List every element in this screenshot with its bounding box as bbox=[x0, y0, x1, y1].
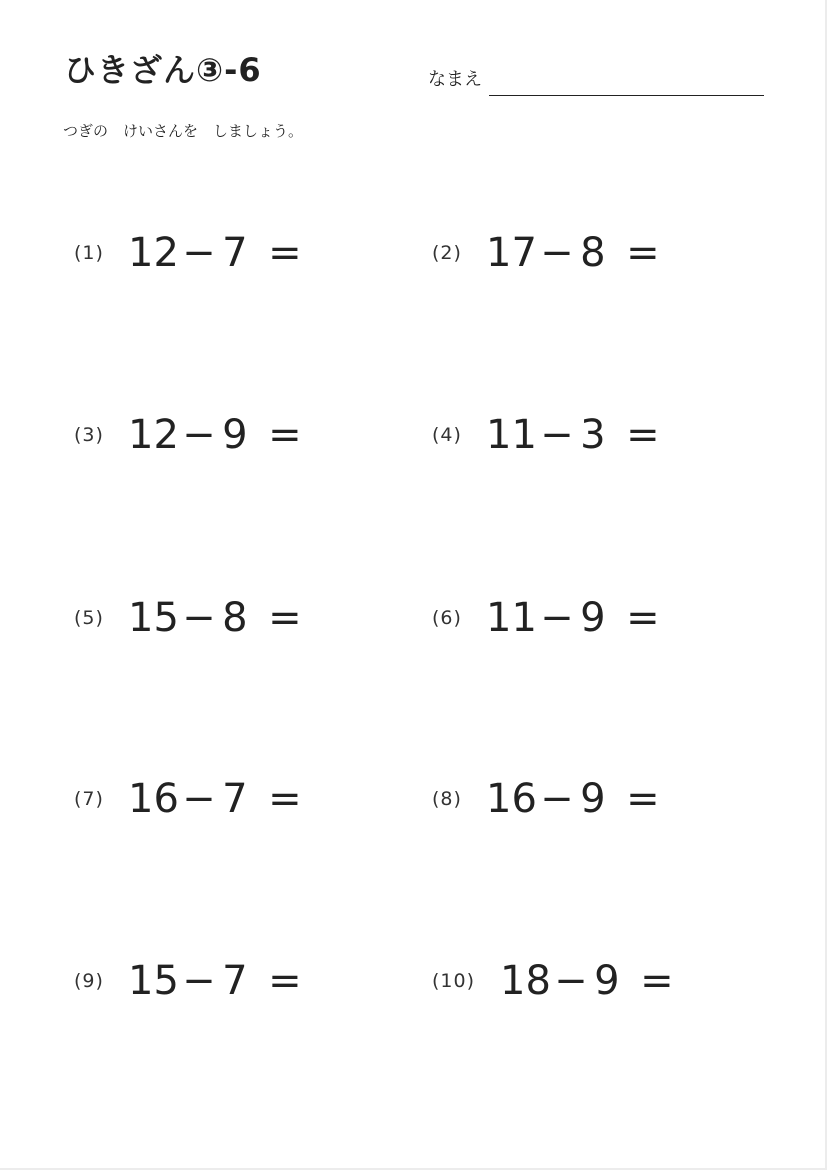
subtrahend: 9 bbox=[594, 958, 620, 1004]
subtrahend: 9 bbox=[580, 595, 606, 641]
equals-sign: = bbox=[268, 595, 302, 641]
minus-sign: − bbox=[182, 230, 216, 276]
problem-8 bbox=[432, 769, 663, 829]
minuend: 16 bbox=[128, 776, 179, 822]
problem-number: (1) bbox=[74, 242, 104, 264]
minus-sign: − bbox=[182, 595, 216, 641]
subtrahend: 9 bbox=[222, 412, 248, 458]
problem-expression bbox=[500, 958, 677, 1004]
problem-4 bbox=[432, 405, 663, 465]
problem-10 bbox=[432, 951, 677, 1011]
problem-number: (10) bbox=[432, 970, 476, 992]
minuend: 15 bbox=[128, 595, 179, 641]
problem-number: (5) bbox=[74, 607, 104, 629]
name-entry-line[interactable] bbox=[489, 95, 764, 96]
minuend: 12 bbox=[128, 412, 179, 458]
problem-expression bbox=[128, 958, 305, 1004]
instruction-text: つぎの けいさんを しましょう。 bbox=[63, 122, 304, 140]
problem-7 bbox=[74, 769, 305, 829]
problem-number: (6) bbox=[432, 607, 462, 629]
subtrahend: 3 bbox=[580, 412, 606, 458]
problem-expression bbox=[486, 595, 663, 641]
equals-sign: = bbox=[626, 412, 660, 458]
problem-number: (9) bbox=[74, 970, 104, 992]
problem-number: (4) bbox=[432, 424, 462, 446]
worksheet-title: ひきざん③-6 bbox=[64, 51, 262, 89]
problem-number: (3) bbox=[74, 424, 104, 446]
problem-expression bbox=[128, 595, 305, 641]
subtrahend: 7 bbox=[222, 958, 248, 1004]
minus-sign: − bbox=[540, 595, 574, 641]
subtrahend: 8 bbox=[222, 595, 248, 641]
minus-sign: − bbox=[554, 958, 588, 1004]
minuend: 11 bbox=[486, 412, 537, 458]
problem-5 bbox=[74, 588, 305, 648]
name-area bbox=[428, 66, 768, 98]
subtrahend: 7 bbox=[222, 776, 248, 822]
problem-3 bbox=[74, 405, 305, 465]
equals-sign: = bbox=[268, 230, 302, 276]
problem-9 bbox=[74, 951, 305, 1011]
subtrahend: 8 bbox=[580, 230, 606, 276]
equals-sign: = bbox=[268, 412, 302, 458]
problem-number: (7) bbox=[74, 788, 104, 810]
minuend: 18 bbox=[500, 958, 551, 1004]
equals-sign: = bbox=[626, 776, 660, 822]
minus-sign: − bbox=[540, 230, 574, 276]
minuend: 16 bbox=[486, 776, 537, 822]
problem-expression bbox=[486, 230, 663, 276]
subtrahend: 7 bbox=[222, 230, 248, 276]
minuend: 11 bbox=[486, 595, 537, 641]
problem-1 bbox=[74, 223, 305, 283]
problem-6 bbox=[432, 588, 663, 648]
problem-expression bbox=[128, 776, 305, 822]
minus-sign: − bbox=[182, 958, 216, 1004]
problem-number: (2) bbox=[432, 242, 462, 264]
equals-sign: = bbox=[268, 958, 302, 1004]
equals-sign: = bbox=[626, 595, 660, 641]
name-label: なまえ bbox=[428, 69, 482, 90]
minuend: 15 bbox=[128, 958, 179, 1004]
problem-expression bbox=[128, 230, 305, 276]
minus-sign: − bbox=[182, 776, 216, 822]
problem-expression bbox=[486, 776, 663, 822]
equals-sign: = bbox=[268, 776, 302, 822]
problem-2 bbox=[432, 223, 663, 283]
equals-sign: = bbox=[626, 230, 660, 276]
subtrahend: 9 bbox=[580, 776, 606, 822]
minus-sign: − bbox=[540, 412, 574, 458]
minuend: 12 bbox=[128, 230, 179, 276]
problem-expression bbox=[486, 412, 663, 458]
minus-sign: − bbox=[182, 412, 216, 458]
problem-expression bbox=[128, 412, 305, 458]
minus-sign: − bbox=[540, 776, 574, 822]
equals-sign: = bbox=[640, 958, 674, 1004]
problem-number: (8) bbox=[432, 788, 462, 810]
minuend: 17 bbox=[486, 230, 537, 276]
